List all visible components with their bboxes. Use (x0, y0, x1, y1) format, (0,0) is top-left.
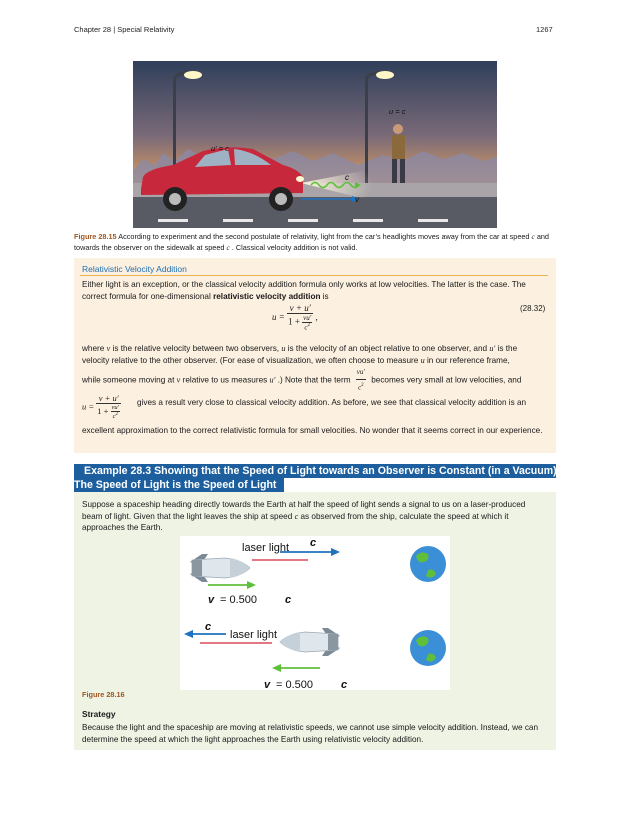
caption-c1: c (531, 232, 535, 241)
feature-para-2-line2: velocity relative to the other observer. (For ease of visualization, we often choose to measure u in our reference frame, (82, 356, 510, 365)
label-v-top: v (208, 594, 215, 606)
figure-caption-28-16: Figure 28.16 (82, 690, 125, 699)
equation-28-32: u = v + u′ 1 + $\frac{vu'}{c^2}$ , (272, 303, 318, 332)
example-problem: Suppose a spaceship heading directly towards the Earth at half the speed of light sends a signal to us on a laser-produced beam of light. Given that the light leaves the ship at speed c as observed from the ship, calculate the speed at which it approaches the Earth. (82, 500, 526, 533)
earth-top-icon (410, 546, 446, 582)
label-laser-light-top: laser light (242, 542, 290, 554)
feature-para-3-line2: excellent approximation to the correct relativistic formula for small velocities. No wonder that it seems correct in our experience. (82, 426, 543, 435)
label-v-value-top: = 0.500 (220, 594, 258, 606)
caption-text-3: . Classical velocity addition is not valid. (231, 242, 358, 252)
feature-para-1: Either light is an exception, or the classical velocity addition formula only works at low velocities. The latter is the case. The correct formula for one-dimensional relativistic velocity addition is (82, 280, 526, 301)
label-c-bottom: c (205, 621, 212, 633)
caption-text-2: and towards the observer on the sidewalk at speed (74, 232, 549, 252)
example-title-line1: Example 28.3 Showing that the Speed of Light towards an Observer is Constant (in a Vacuum): (74, 464, 556, 478)
caption-text-1: According to experiment and the second postulate of relativity, light from the car’s headlights moves away from the car at speed (118, 232, 530, 241)
label-v-bottom: v (264, 679, 271, 690)
running-header-chapter: Chapter 28 | Special Relativity (74, 25, 175, 34)
figure-spaceship-laser (180, 536, 450, 690)
caption-c2: c (226, 242, 230, 252)
label-v-c-bottom: c (341, 679, 348, 690)
equation-number: (28.32) (520, 304, 546, 313)
label-v-c-top: c (285, 594, 292, 606)
label-laser-light-bottom: laser light (230, 629, 278, 641)
label-u-prime-c: u′ = c (211, 144, 229, 153)
example-title (74, 464, 561, 492)
feature-box-rule (80, 275, 548, 276)
road (133, 197, 497, 228)
figure-car-headlights (133, 61, 497, 228)
label-v: v (355, 195, 359, 204)
example-title-line2: The Speed of Light is the Speed of Light (74, 478, 284, 492)
inline-equation: u = v + u′ 1 + $\frac{vu'}{c^2}$ (82, 393, 120, 421)
label-c-top: c (310, 537, 317, 549)
label-u-c: u = c (389, 107, 406, 116)
label-v-value-bottom: = 0.500 (276, 679, 314, 690)
caption-label: Figure 28.15 (74, 232, 117, 241)
feature-para-3-line1: gives a result very close to classical velocity addition. As before, we see that classical velocity addition is an (137, 398, 527, 407)
feature-para-2-line3: while someone moving at v relative to us measures u′ .) Note that the term $\frac{vu'}{c^2}$ becomes very small at low velocities, and (82, 368, 522, 391)
page-number: 1267 (536, 25, 553, 34)
earth-bottom-icon (410, 630, 446, 666)
feature-para-2-line1: where v is the relative velocity between two observers, u is the velocity of an object relative to one observer, and u′ is the (82, 344, 518, 353)
label-c: c (345, 173, 349, 182)
feature-box-title: Relativistic Velocity Addition (82, 264, 187, 274)
strategy-heading: Strategy (82, 709, 116, 719)
strategy-text: Because the light and the spaceship are moving at relativistic speeds, we cannot use simple velocity addition. Instead, we can determine the speed at which the light approaches the Earth using relativistic velocity addition. (82, 723, 539, 744)
figure-caption-28-15 (74, 232, 556, 253)
